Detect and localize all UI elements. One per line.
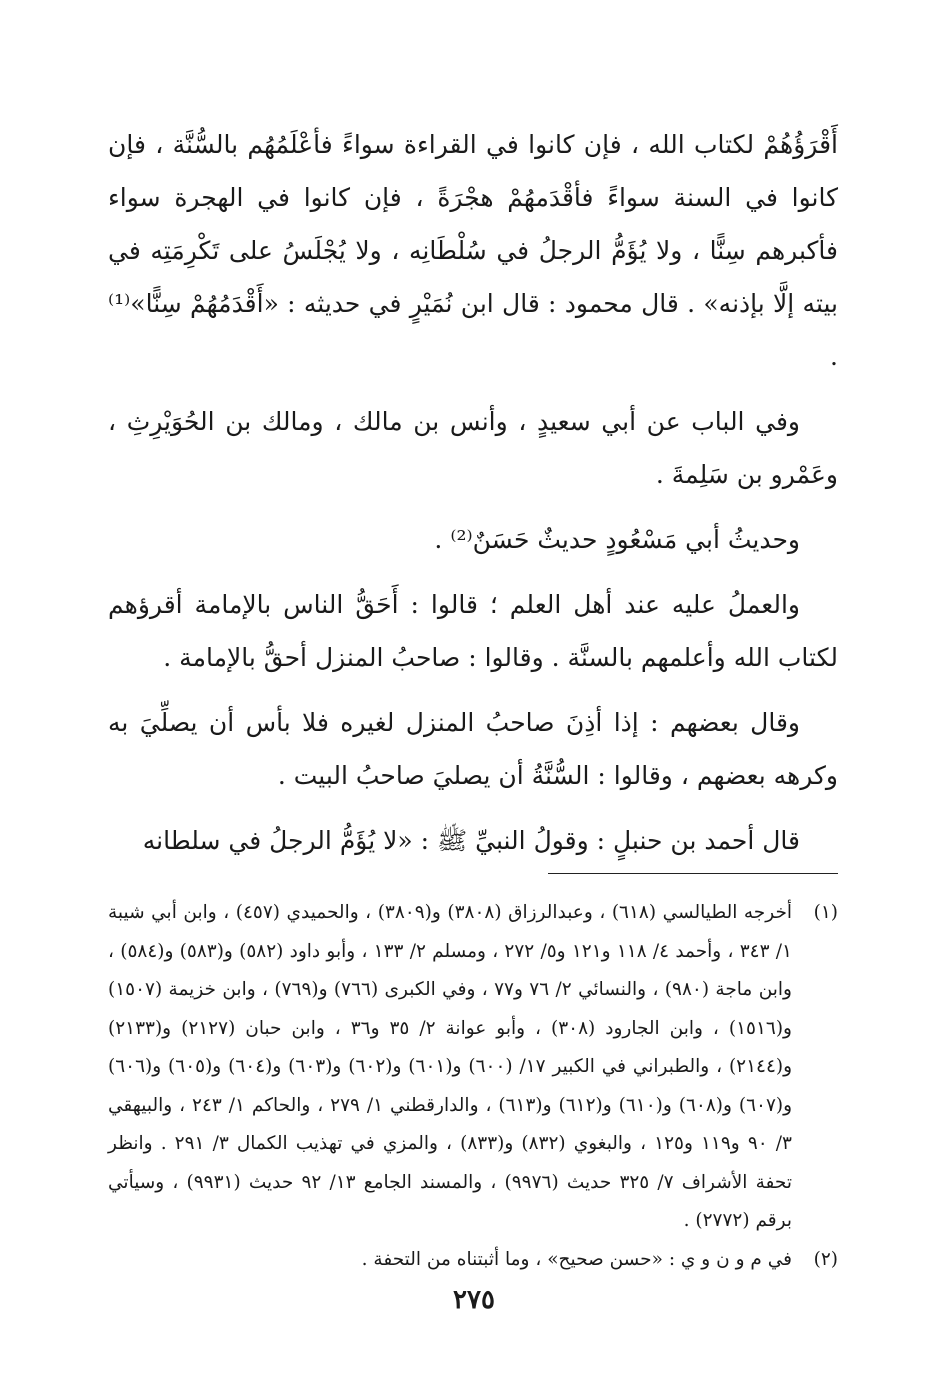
footnote-number: (١) <box>813 902 838 923</box>
page-number: ٢٧٥ <box>453 1285 495 1315</box>
paragraph-scholars-practice: والعملُ عليه عند أهل العلم ؛ قالوا : أَحَقُّ الناس بالإمامة أقرؤهم لكتاب الله وأعلمهم بالسنَّة . وقالوا : صاحبُ المنزل أحقُّ بالإمامة . <box>108 590 838 672</box>
footnote-text: في م و ن و ي : «حسن صحيح» ، وما أثبتناه من التحفة . <box>361 1248 792 1270</box>
main-text <box>108 118 838 867</box>
footnote-text: أخرجه الطيالسي (٦١٨) ، وعبدالرزاق (٣٨٠٨) و(٣٨٠٩) ، والحميدي (٤٥٧) ، وابن أبي شيبة ١/ ٣٤٣ ، وأحمد ٤/ ١١٨ و١٢١ و٥/ ٢٧٢ ، ومسلم ٢/ ١٣٣ ، وأبو داود (٥٨٢) و(٥٨٣) و(٥٨٤) ، وابن ماجة (٩٨٠) ، والنسائي ٢/ ٧٦ و٧٧ ، وفي الكبرى (٧٦٦) و(٧٦٩) ، وابن خزيمة (١٥٠٧) و(١٥١٦) ، وابن الجارود (٣٠٨) ، وأبو عوانة ٢/ ٣٥ و٣٦ ، وابن حبان (٢١٢٧) و(٢١٣٣) و(٢١٤٤) ، والطبراني في الكبير ١٧/ (٦٠٠) و(٦٠١) و(٦٠٢) و(٦٠٣) و(٦٠٤) و(٦٠٥) و(٦٠٦) و(٦٠٧) و(٦٠٨) و(٦١٠) و(٦١٢) و(٦١٣) ، والدارقطني ١/ ٢٧٩ ، والحاكم ١/ ٢٤٣ ، والبيهقي ٣/ ٩٠ و١١٩ و١٢٥ ، والبغوي (٨٣٢) و(٨٣٣) ، والمزي في تهذيب الكمال ٣/ ٢٩١ . وانظر تحفة الأشراف ٧/ ٣٢٥ حديث (٩٩٧٦) ، والمسند الجامع ١٣/ ٩٢ حديث (٩٩٣١) ، وسيأتي برقم (٢٧٧٢) . <box>108 902 793 1231</box>
footnote-number: (٢) <box>813 1248 838 1270</box>
footnotes <box>108 894 838 1279</box>
paragraph-hadith-text: أَقْرَؤُهُمْ لكتاب الله ، فإن كانوا في القراءة سواءً فأعْلَمُهُم بالسُّنَّة ، فإن كانوا في السنة سواءً فأقْدَمهُمْ هجْرَةً ، فإن كانوا في الهجرة سواء فأكبرهم سِنًّا ، ولا يُؤَمُّ الرجلُ في سُلْطَانِه ، ولا يُجْلَسُ على تَكْرِمَتِه في بيته إلَّا بإذنه» . قال محمود : قال ابن نُمَيْرٍ في حديثه : «أَقْدَمُهُمْ سِنًّا»⁽¹⁾ . <box>108 130 838 371</box>
footnote-divider <box>548 873 838 874</box>
footnote-1 <box>108 894 838 1241</box>
paragraph-some-scholars: وقال بعضهم : إذا أذِنَ صاحبُ المنزل لغيره فلا بأس أن يصلِّيَ به وكرهه بعضهم ، وقالوا : السُّنَّةُ أن يصليَ صاحبُ البيت . <box>108 708 838 790</box>
paragraph-grading: وحديثُ أبي مَسْعُودٍ حديثٌ حَسَنٌ⁽²⁾ . <box>434 525 800 554</box>
footnote-2 <box>108 1241 838 1280</box>
paragraph-chapter-narrators: وفي الباب عن أبي سعيدٍ ، وأنس بن مالك ، ومالك بن الحُوَيْرِثِ ، وعَمْرو بن سَلِمةَ . <box>108 407 838 489</box>
paragraph-ahmad-ibn-hanbal: قال أحمد بن حنبلٍ : وقولُ النبيِّ ﷺ : «لا يُؤَمُّ الرجلُ في سلطانه <box>142 826 800 855</box>
